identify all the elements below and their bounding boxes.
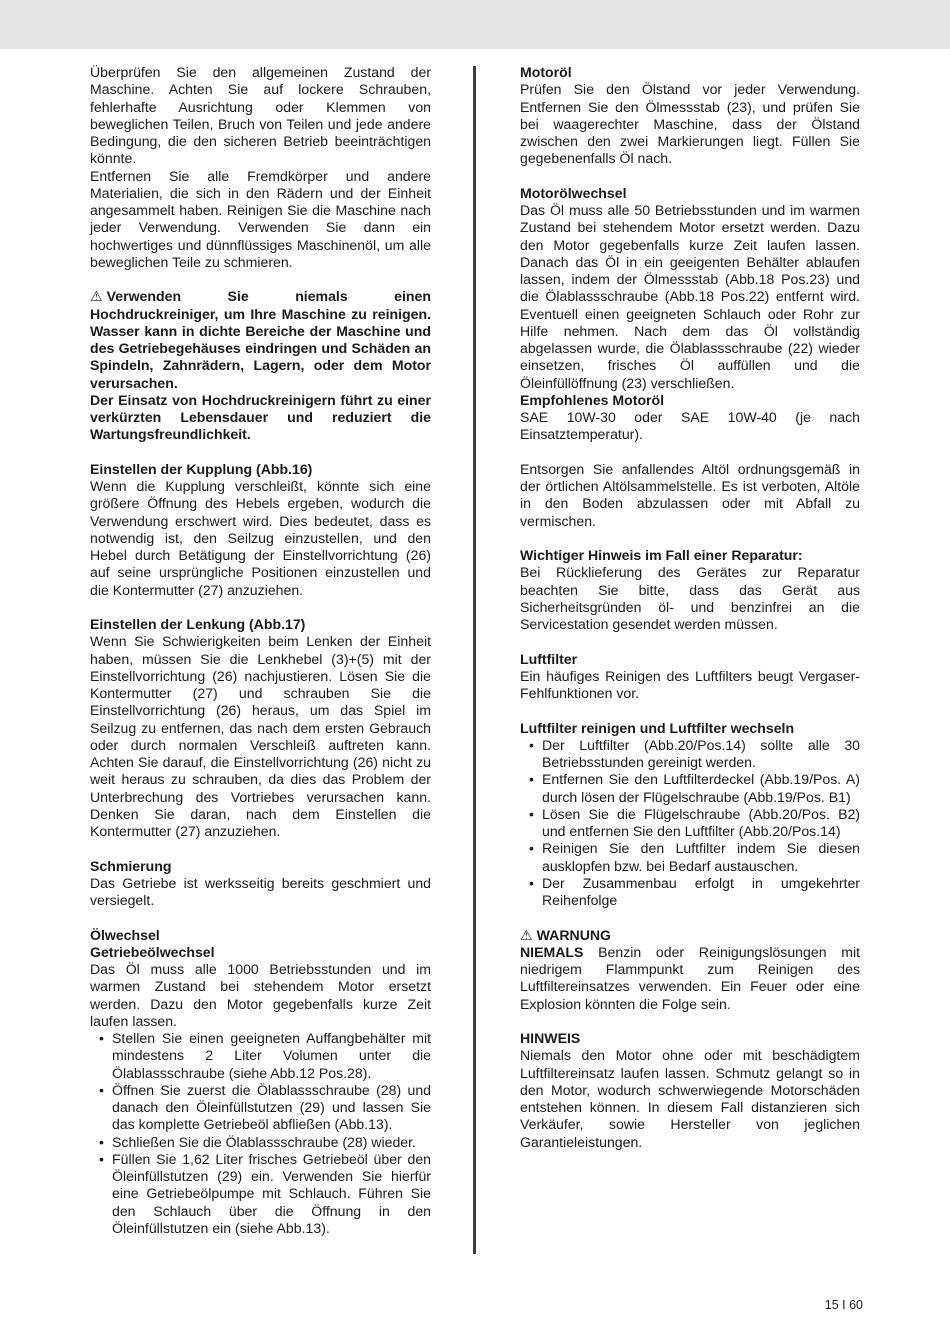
engine-oil-change-heading: Motorölwechsel xyxy=(520,184,627,201)
gear-oil-change-heading: Getriebeölwechsel xyxy=(90,943,215,960)
air-filter-heading: Luftfilter xyxy=(520,650,578,667)
list-item: • Öffnen Sie zuerst die Ölablassschraube (28) und danach den Öleinfüllstutzen (29) und lassen Sie das komplette Getriebeöl abfließen (Abb.13). xyxy=(90,1082,431,1134)
steering-heading: Einstellen der Lenkung (Abb.17) xyxy=(90,616,306,632)
list-item: • Schließen Sie die Ölablassschraube (28) wieder. xyxy=(90,1134,431,1151)
inspection-paragraph: Überprüfen Sie den allgemeinen Zustand der Maschine. Achten Sie auf lockere Schrauben, fehlerhafte Ausrichtung oder Klemmen von beweglichen Teilen, Bruch von Teilen und jede andere Bedingung, die den sicheren Betrieb beeinträchtigen könnte. xyxy=(90,64,431,167)
column-divider xyxy=(473,66,476,1254)
warning-triangle-icon: ⚠ xyxy=(520,926,533,943)
air-filter-text: Ein häufiges Reinigen des Luftfilters beugt Vergaser-Fehlfunktionen vor. xyxy=(520,667,860,701)
warning-body: Benzin oder Reinigungslösungen mit niedrigem Flammpunkt zum Reinigen des Luftfiltereinsatzes verwenden. Ein Feuer oder eine Explosion könnten die Folge sein. xyxy=(520,943,861,1012)
recommended-oil-text: SAE 10W-30 oder SAE 10W-40 (je nach Einsatztemperatur). xyxy=(520,409,860,443)
warning-triangle-icon: ⚠ xyxy=(90,288,103,305)
clutch-heading: Einstellen der Kupplung (Abb.16) xyxy=(90,460,313,477)
warning-text: Verwenden Sie niemals einen Hochdruckreiniger, um Ihre Maschine zu reinigen. Wasser kann in dichte Bereiche der Maschine und des Getriebegehäuses eindringen und Schäden an Spindeln, Zahnrädern, Lagern, oder dem Motor verursachen. xyxy=(90,288,431,391)
repair-notice-heading: Wichtiger Hinweis im Fall einer Reparatur: xyxy=(520,547,803,563)
lubrication-text: Das Getriebe ist werksseitig bereits geschmiert und versiegelt. xyxy=(90,874,431,908)
warning-heading xyxy=(520,927,860,944)
left-column xyxy=(90,64,431,1237)
air-filter-change-heading: Luftfilter reinigen und Luftfilter wechseln xyxy=(520,719,795,736)
steering-text: Wenn Sie Schwierigkeiten beim Lenken der Einheit haben, müssen Sie die Lenkhebel (3)+(5) mit der Einstellvorrichtung (26) nachjustieren. Lösen Sie die Kontermutter (27) und schrauben Sie die Einstellvorrichtung (26) heraus, um das Spiel im Seilzug zu entfernen, das nach dem ersten Gebrauch oder durch normalen Verschleiß auftreten kann. Achten Sie darauf, die Einstellvorrichtung (26) nicht zu weit heraus zu schrauben, da dies das Problem der Unterbrechung des Vortriebes verursachen kann. Denken Sie daran, nach dem Einstellen die Kontermutter (27) anzuziehen. xyxy=(90,633,431,839)
list-item: • Der Luftfilter (Abb.20/Pos.14) sollte alle 30 Betriebsstunden gereinigt werden. xyxy=(520,737,860,772)
list-item: • Lösen Sie die Flügelschraube (Abb.20/Pos. B2) und entfernen Sie den Luftfilter (Abb.20/Pos.14) xyxy=(520,806,860,841)
list-item: • Entfernen Sie den Luftfilterdeckel (Abb.19/Pos. A) durch lösen der Flügelschraube (Abb.19/Pos. B1) xyxy=(520,771,860,806)
header-bar xyxy=(0,0,950,49)
disposal-text: Entsorgen Sie anfallendes Altöl ordnungsgemäß in der örtlichen Altölsammelstelle. Es ist verboten, Altöle in den Boden abzulassen oder mit Abfall zu vermischen. xyxy=(520,460,860,529)
list-item: • Stellen Sie einen geeigneten Auffangbehälter mit mindestens 2 Liter Volumen unter die Ölablassschraube (siehe Abb.12 Pos.28). xyxy=(90,1030,431,1082)
gear-oil-change-text: Das Öl muss alle 1000 Betriebsstunden und im warmen Zustand bei stehendem Motor ersetzt werden. Dazu den Motor gegebenfalls kurze Zeit laufen lassen. xyxy=(90,961,431,1029)
gear-oil-steps xyxy=(90,1030,431,1237)
list-item: • Füllen Sie 1,62 Liter frisches Getriebeöl über den Öleinfüllstutzen (29) ein. Verwenden Sie hierfür eine Getriebeölpumpe mit Schlauch. Führen Sie den Schlauch über die Öffnung in den Öleinfüllstutzen ein (siehe Abb.13). xyxy=(90,1151,431,1237)
repair-notice-text: Bei Rücklieferung des Gerätes zur Reparatur beachten Sie bitte, dass das Gerät aus Sicherheitsgründen öl- und benzinfrei an die Servicestation gesendet werden müssen. xyxy=(520,564,860,632)
air-filter-steps xyxy=(520,737,860,910)
page-number: 15 I 60 xyxy=(824,1298,863,1312)
lubrication-heading: Schmierung xyxy=(90,857,172,874)
warning-text xyxy=(520,944,860,1013)
recommended-oil-heading: Empfohlenes Motoröl xyxy=(520,391,665,408)
right-column xyxy=(520,64,860,1151)
list-item: • Reinigen Sie den Luftfilter indem Sie diesen ausklopfen bzw. bei Bedarf austauschen. xyxy=(520,840,860,875)
clutch-text: Wenn die Kupplung verschleißt, könnte sich eine größere Öffnung des Hebels ergeben, wodurch die Verwendung erschwert wird. Dies bedeutet, dass es notwendig ist, den Seilzug einzustellen, und den Hebel durch Betätigung der Einstellvorrichtung (26) auf seine ursprüngliche Positionen einzustellen und die Kontermutter (27) anzuziehen. xyxy=(90,478,431,598)
warning-heading-text: WARNUNG xyxy=(536,926,612,943)
oil-change-heading: Ölwechsel xyxy=(90,926,160,943)
cleaning-paragraph: Entfernen Sie alle Fremdkörper und andere Materialien, die sich in den Rädern und der Einheit angesammelt haben. Reinigen Sie die Maschine nach jeder Verwendung. Verwenden Sie dann ein hochwertiges und dünnflüssiges Maschinenöl, um alle beweglichen Teile zu schmieren. xyxy=(90,167,431,270)
engine-oil-heading: Motoröl xyxy=(520,64,572,80)
list-item: • Der Zusammenbau erfolgt in umgekehrter Reihenfolge xyxy=(520,875,860,910)
engine-oil-change-text: Das Öl muss alle 50 Betriebsstunden und im warmen Zustand bei stehendem Motor ersetzt werden. Dazu den Motor gegebenfalls kurze Zeit laufen lassen. Danach das Öl in ein geeigenten Behälter ablaufen lassen, indem der Ölmessstab (Abb.18 Pos.23) und die Ölablassschraube (Abb.18 Pos.22) entfernt wird. Eventuell einen geeigneten Schlauch oder Rohr zur Hilfe nehmen. Nach dem das Öl vollständig abgelassen wurde, die Ölablassschraube (22) wieder einsetzen, frisches Öl auffüllen und die Öleinfüllöffnung (23) verschließen. xyxy=(520,202,860,391)
pressure-washer-warning xyxy=(90,288,431,392)
engine-oil-text: Prüfen Sie den Ölstand vor jeder Verwendung. Entfernen Sie den Ölmessstab (23), und prüfen Sie bei waagerechter Maschine, dass der Ölstand zwischen den zwei Markierungen liegt. Füllen Sie gegebenenfalls Öl nach. xyxy=(520,81,860,167)
warning-emphasis: NIEMALS xyxy=(520,943,584,960)
note-text: Niemals den Motor ohne oder mit beschädigtem Luftfiltereinsatz laufen lassen. Schmutz gelangt so in den Motor, wodurch schwerwiegende Motorschäden entstehen können. In diesem Fall distanzieren sich Verkäufer, sowie Hersteller von jeglichen Garantieleistungen. xyxy=(520,1047,860,1150)
pressure-washer-warning-consequence: Der Einsatz von Hochdruckreinigern führt zu einer verkürzten Lebensdauer und reduziert die Wartungsfreundlichkeit. xyxy=(90,391,431,443)
note-heading: HINWEIS xyxy=(520,1030,581,1046)
